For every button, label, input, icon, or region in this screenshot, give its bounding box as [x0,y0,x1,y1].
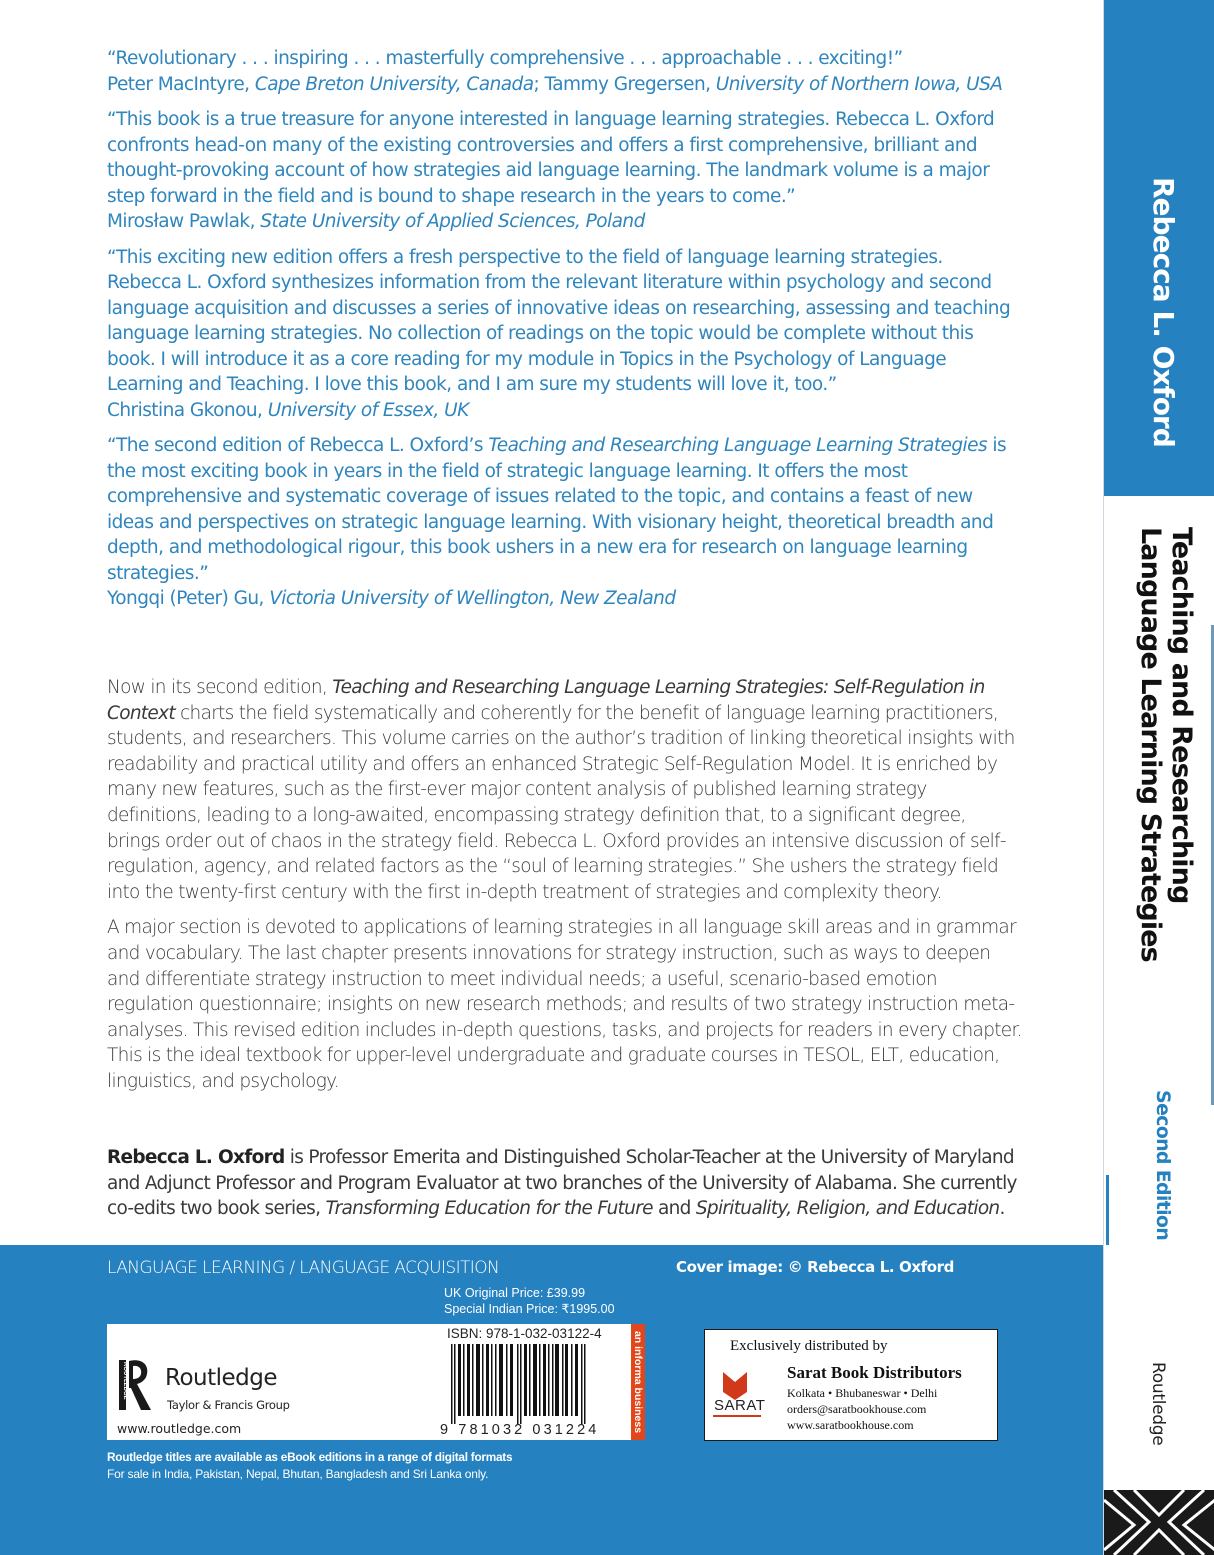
review-quote [107,433,1017,586]
distributor-box [704,1329,998,1441]
publisher-group: Taylor & Francis Group [167,1398,290,1412]
series-title: Spirituality, Religion, and Education [695,1198,1000,1220]
review-quote: “Revolutionary . . . inspiring . . . masterfully comprehensive . . . approachable . . . exciting!” [107,48,903,69]
distributor-email: orders@saratbookhouse.com [787,1402,927,1416]
review [107,46,1017,97]
cover-image-credit: Cover image: © Rebecca L. Oxford [676,1258,954,1276]
spine-accent-bar [1106,1175,1109,1245]
reviewer-name: Yongqi (Peter) Gu, [107,588,270,609]
description-paragraph: A major section is devoted to applications of learning strategies in all language skill areas and in grammar and vocabulary. The last chapter presents innovations for strategy instruction, such as ways to deepen and differentiate strategy instruction to meet individual needs; a useful, scenario-based emotion regulation questionnaire; insights on new research methods; and results of two strategy instruction meta-analyses. This revised edition includes in-depth questions, tasks, and projects for readers in every chapter. This is the ideal textbook for upper-level undergraduate and graduate courses in TESOL, ELT, education, linguistics, and psychology. [107,917,1022,1092]
reviewer-name: Peter MacIntyre, [107,73,255,95]
informa-tag-text: an informa business [632,1330,644,1434]
review [107,245,1017,424]
spine [1103,0,1214,1555]
spine-pattern-icon [1104,1490,1214,1555]
barcode-icon [451,1344,587,1424]
text: . [999,1198,1005,1220]
reviewer-name: Christina Gkonou, [107,399,268,421]
author-name: Rebecca L. Oxford [107,1147,285,1168]
quote-text: is the most exciting book in years in the field of strategic language learning. It offers the most comprehensive and systematic coverage of issues related to the topic, and contains a feast of new ideas and perspectives on strategic language learning. With visionary height, theoretical breadth and depth, and methodological rigour, this book ushers in a new era for research on language learning strategies.” [107,435,1007,584]
spine-edition: Second Edition [1152,1090,1174,1241]
spine-title-line2: Language Learning Strategies [1135,527,1166,962]
book-description [107,675,1022,1105]
routledge-logo-icon [119,1358,155,1412]
subject-category: LANGUAGE LEARNING / LANGUAGE ACQUISITION [107,1258,500,1278]
indian-price: Special Indian Price: ₹1995.00 [444,1302,615,1316]
review [107,433,1017,612]
publisher-name: Routledge [165,1365,278,1391]
price-block [444,1285,615,1317]
sale-territory-note: For sale in India, Pakistan, Nepal, Bhutan, Bangladesh and Sri Lanka only. [107,1467,489,1481]
review-attribution [107,586,1017,612]
svg-text:ROUTLEDGE: ROUTLEDGE [122,1362,128,1400]
distributor-name: Sarat Book Distributors [787,1363,962,1382]
review [107,107,1017,235]
ebook-note: Routledge titles are available as eBook editions in a range of digital formats [107,1450,513,1464]
spine-publisher: Routledge [1148,1362,1168,1446]
informa-tag [631,1324,645,1440]
spine-author: Rebecca L. Oxford [1147,177,1180,447]
reviewer-name: Mirosław Pawlak, [107,211,261,232]
reviewer-affiliation: State University of Applied Sciences, Poland [260,211,645,232]
isbn-label: ISBN: 978-1-032-03122-4 [447,1326,602,1341]
sarat-logo-underline [713,1415,761,1417]
publisher-barcode-panel [107,1324,631,1440]
text: and [652,1198,696,1220]
distributor-website: www.saratbookhouse.com [787,1418,914,1432]
series-title: Transforming Education for the Future [325,1198,653,1220]
distributor-header: Exclusively distributed by [730,1338,888,1354]
quote-book-title: Teaching and Researching Language Learning Strategies [488,435,988,456]
reviewer-affiliation: University of Northern Iowa, USA [715,73,1003,95]
reviewer-affiliation: Victoria University of Wellington, New Zealand [269,588,676,609]
barcode-digits: 9 781032 031224 [440,1422,600,1438]
reviewer-affiliation: University of Essex, UK [267,399,469,421]
reviewer-name: ; Tammy Gregersen, [533,73,716,95]
uk-price: UK Original Price: £39.99 [444,1286,586,1300]
book-title: Teaching and Researching Language Learning Strategies: Self-Regulation in Context [107,677,985,724]
reviews-section [107,46,1017,622]
text: charts the field systematically and coherently for the benefit of language learning practitioners, students, and researchers. This volume carries on the author’s tradition of linking theoretical insights with readability and practical utility and offers an enhanced Strategic Self-Regulation Model. It is enriched by many new features, such as the first-ever major content analysis of published learning strategy definitions, leading to a long-awaited, encompassing strategy definition that, to a significant degree, brings order out of chaos in the strategy field. Rebecca L. Oxford provides an intensive discussion of self-regulation, agency, and related factors as the “soul of learning strategies.” She ushers the strategy field into the twenty-first century with the first in-depth treatment of strategies and complexity theory. [107,702,1015,903]
author-bio [107,1145,1022,1222]
review-attribution [107,398,1017,424]
text: Now in its second edition, [107,677,333,698]
distributor-cities: Kolkata • Bhubaneswar • Delhi [787,1386,938,1400]
review-quote: “This book is a true treasure for anyone interested in language learning strategies. Rebecca L. Oxford confronts head-on many of the existing controversies and offers a first comprehensive, brilliant and thought-provoking account of how strategies aid language learning. The landmark volume is a major step forward in the field and is bound to shape research in the years to come.” [107,109,995,207]
quote-text: “The second edition of Rebecca L. Oxford’s [107,435,489,456]
review-attribution [107,209,1017,235]
spine-title-line1: Teaching and Researching [1166,527,1197,904]
review-attribution [107,72,1017,98]
description-paragraph [107,675,1022,905]
reviewer-affiliation: Cape Breton University, Canada [254,73,534,95]
text: is Professor Emerita and Distinguished Scholar-Teacher at the University of Maryland and Adjunct Professor and Program Evaluator at two branches of the University of Alabama. She currently co-edits two book series, [107,1147,1017,1220]
publisher-url: www.routledge.com [117,1421,242,1436]
review-quote: “This exciting new edition offers a fresh perspective to the field of language learning strategies. Rebecca L. Oxford synthesizes information from the relevant literature within psychology and second language acquisition and discusses a series of innovative ideas on researching, assessing and teaching language learning strategies. No collection of readings on the topic would be complete without this book. I will introduce it as a core reading for my module in Topics in the Psychology of Language Learning and Teaching. I love this book, and I am sure my students will love it, too.” [107,246,1011,395]
sarat-logo-text: SARAT [714,1397,766,1414]
